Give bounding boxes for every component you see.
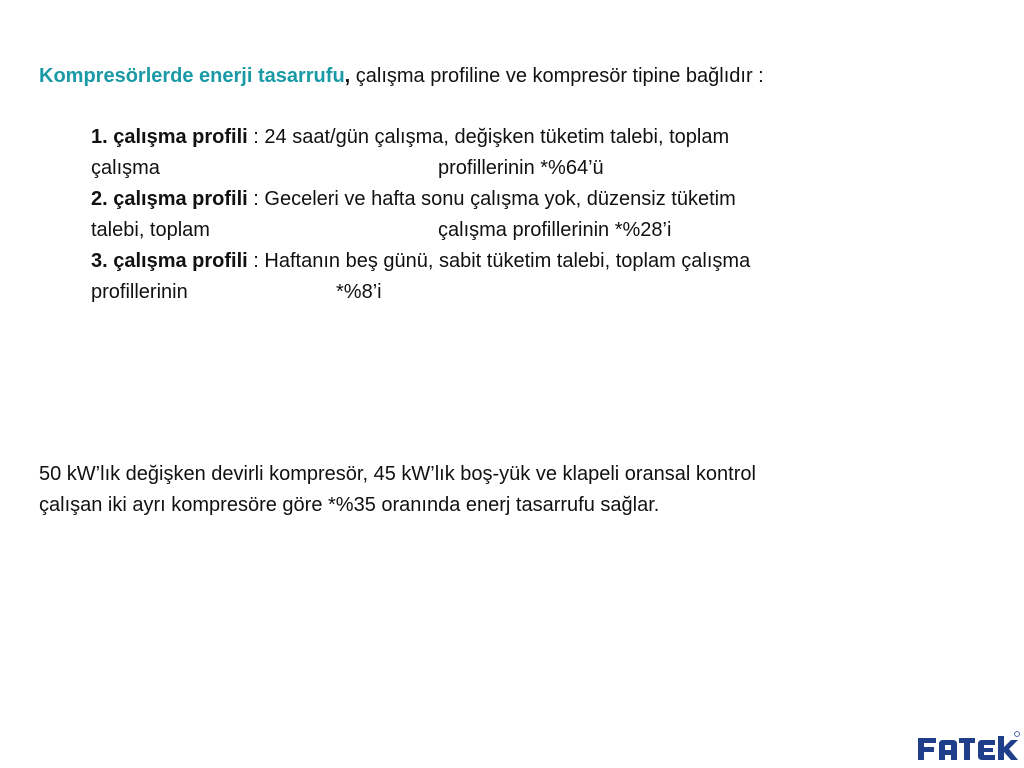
fatek-logo [916, 730, 1020, 766]
profile-3-label: 3. çalışma profili [91, 250, 248, 272]
profile-1-label: 1. çalışma profili [91, 126, 248, 148]
profile-2-line-2 [91, 215, 971, 246]
profile-3-line-2 [91, 277, 971, 308]
profile-3-desc: : Haftanın beş günü, sabit tüketim talebi, toplam çalışma [247, 250, 751, 272]
profile-1-cont-b: profillerinin *%64’ü [438, 157, 604, 179]
conclusion-line-1: 50 kW’lık değişken devirli kompresör, 45 kW’lık boş-yük ve klapeli oransal kontrol [39, 463, 756, 485]
profile-1-line-2 [91, 153, 971, 184]
profile-2-line-1 [91, 184, 971, 215]
profile-list [91, 122, 971, 308]
conclusion-paragraph [39, 459, 989, 521]
intro-comma: , [344, 65, 351, 87]
profile-2-cont-b: çalışma profillerinin *%28’i [438, 219, 672, 241]
profile-2-desc: : Geceleri ve hafta sonu çalışma yok, düzensiz tüketim [247, 188, 736, 210]
profile-2-cont-a: talebi, toplam [91, 219, 210, 241]
profile-3-cont-b: *%8’i [336, 281, 382, 303]
conclusion-line-2: çalışan iki ayrı kompresöre göre *%35 oranında enerj tasarrufu sağlar. [39, 494, 660, 516]
profile-3-line-1 [91, 246, 971, 277]
profile-1-desc: : 24 saat/gün çalışma, değişken tüketim talebi, toplam [247, 126, 730, 148]
profile-1-cont-a: çalışma [91, 157, 160, 179]
profile-3-cont-a: profillerinin [91, 281, 188, 303]
intro-highlight: Kompresörlerde enerji tasarrufu [39, 65, 345, 87]
profile-1-line-1 [91, 122, 971, 153]
intro-rest: çalışma profiline ve kompresör tipine bağlıdır : [350, 65, 764, 87]
profile-2-label: 2. çalışma profili [91, 188, 248, 210]
intro-line [39, 62, 764, 90]
